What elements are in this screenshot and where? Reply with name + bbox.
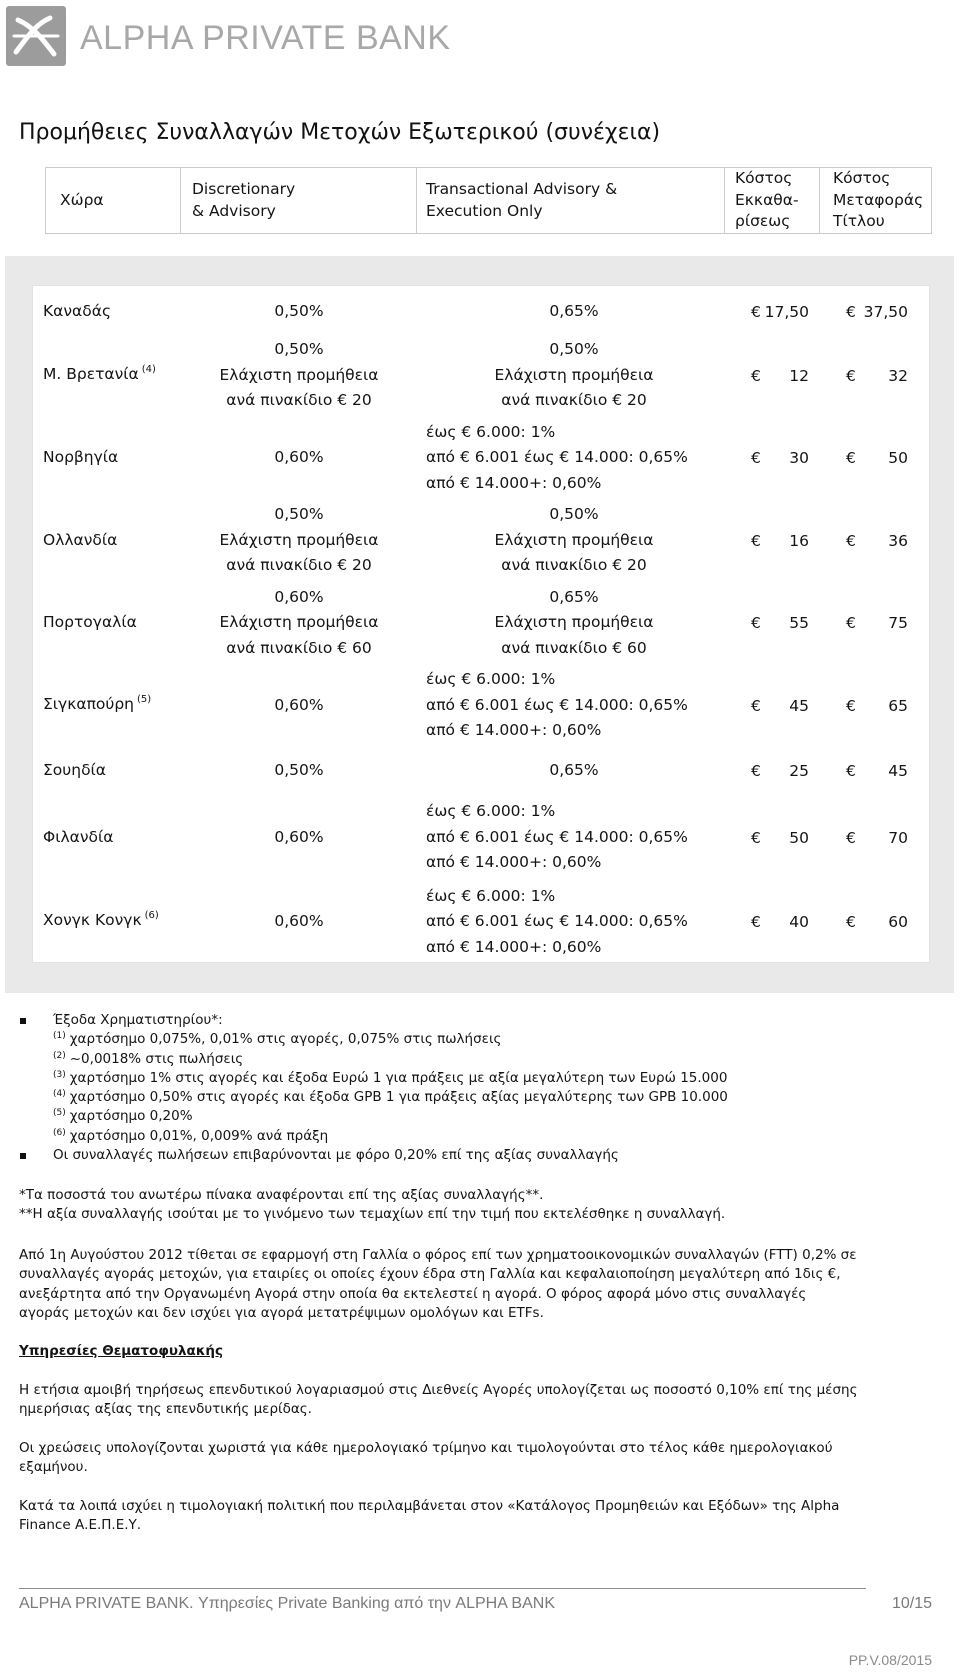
fee-line: 0,60% — [274, 695, 324, 714]
table-row — [33, 334, 931, 417]
paragraph-line: Οι χρεώσεις υπολογίζονται χωριστά για κάθε ημερολογιακό τρίμηνο και τιμολογούνται στο τέλος κάθε ημερολογιακού — [19, 1440, 833, 1456]
footnote-ref: (5) — [53, 1108, 66, 1119]
discretionary-fee-cell — [180, 417, 418, 499]
exchange-fee-note — [0, 1050, 960, 1069]
exchange-fee-text: χαρτόσημο 0,01%, 0,009% ανά πράξη — [69, 1127, 329, 1144]
fee-tier-line: από € 6.001 έως € 14.000: 0,65% — [426, 827, 688, 846]
footnote-ref: (3) — [53, 1069, 66, 1080]
transactional-fee-cell — [416, 289, 732, 334]
transactional-fee-cell — [416, 664, 732, 747]
transfer-cost-cell — [846, 334, 908, 417]
country-name: Ολλανδία — [43, 530, 118, 549]
header-line: Μεταφοράς — [833, 190, 924, 209]
fee-line: ανά πινακίδιο € 20 — [501, 556, 647, 575]
table-row — [33, 795, 931, 880]
footer-divider — [19, 1588, 866, 1589]
currency-symbol: € — [751, 531, 761, 550]
clearing-cost-cell — [751, 417, 809, 499]
currency-symbol: € — [751, 614, 761, 632]
country-name: Χονγκ Κονγκ — [43, 911, 142, 930]
table-row — [33, 664, 931, 747]
clearing-cost-value: 55 — [789, 614, 809, 632]
transfer-cost-value: 60 — [888, 913, 908, 931]
custody-heading: Υπηρεσίες Θεματοφυλακής — [19, 1343, 224, 1359]
country-name: Φιλανδία — [43, 827, 114, 846]
fee-tier-line: από € 14.000+: 0,60% — [426, 473, 602, 492]
country-footnote-ref: (4) — [141, 363, 156, 375]
country-cell — [43, 747, 179, 795]
currency-symbol: € — [846, 449, 856, 467]
sales-tax-note: Οι συναλλαγές πωλήσεων επιβαρύνονται με φόρο 0,20% επί της αξίας συναλλαγής — [53, 1147, 619, 1164]
notes-bullet-item — [0, 1146, 960, 1165]
discretionary-fee-cell — [180, 289, 418, 334]
header-line: Εκκαθα- — [735, 190, 799, 209]
clearing-cost-cell — [751, 499, 809, 582]
fee-line: 0,65% — [549, 587, 599, 606]
fee-line: 0,50% — [274, 340, 324, 359]
fee-line: 0,50% — [549, 505, 599, 524]
fee-line: 0,60% — [274, 827, 324, 846]
country-cell — [43, 880, 179, 964]
currency-symbol: € — [751, 449, 761, 467]
discretionary-fee-cell — [180, 795, 418, 880]
currency-symbol: € — [846, 828, 856, 847]
paragraph-line: αγοράς μετοχών και δεν ισχύει για αγορά μετατρέψιμων ομολόγων και ETFs. — [19, 1304, 544, 1321]
clearing-cost-cell — [751, 582, 809, 664]
fee-line: 0,50% — [274, 301, 324, 320]
country-cell — [43, 289, 179, 334]
clearing-cost-value: 45 — [789, 696, 809, 715]
fee-line: 0,50% — [549, 340, 599, 359]
country-name: Σουηδία — [43, 761, 107, 780]
exchange-fee-text: χαρτόσημο 0,075%, 0,01% στις αγορές, 0,075% στις πωλήσεις — [69, 1031, 502, 1048]
clearing-cost-cell — [751, 747, 809, 795]
fee-line: 0,60% — [274, 448, 324, 467]
table-footnotes — [19, 1186, 725, 1225]
currency-symbol: € — [751, 828, 761, 847]
fee-line: 0,50% — [274, 505, 324, 524]
custody-billing-paragraph — [19, 1439, 833, 1478]
clearing-cost-value: 30 — [789, 449, 809, 467]
clearing-cost-value: 17,50 — [764, 302, 809, 321]
exchange-fee-text: χαρτόσημο 1% στις αγορές και έξοδα Ευρώ 1 για πράξεις με αξία μεγαλύτερη των Ευρώ 15.000 — [69, 1069, 728, 1086]
header-line: Execution Only — [426, 201, 543, 220]
fee-line: 0,50% — [274, 761, 324, 780]
fee-line: Ελάχιστη προμήθεια — [219, 365, 379, 384]
transfer-cost-cell — [846, 664, 908, 747]
exchange-fee-text: ~0,0018% στις πωλήσεις — [69, 1050, 244, 1067]
header-line: Transactional Advisory & — [426, 180, 618, 198]
header-line: Χώρα — [60, 190, 104, 209]
currency-symbol: € — [751, 366, 761, 385]
header-line: ρίσεως — [735, 212, 791, 231]
currency-symbol: € — [751, 762, 761, 780]
fee-line: Ελάχιστη προμήθεια — [494, 613, 654, 632]
fee-line: Ελάχιστη προμήθεια — [219, 613, 379, 632]
clearing-cost-value: 16 — [789, 531, 809, 550]
column-header-country — [46, 168, 180, 233]
paragraph-line: Finance Α.Ε.Π.Ε.Υ. — [19, 1517, 142, 1534]
clearing-cost-value: 12 — [789, 366, 809, 385]
header-line: Κόστος — [735, 169, 793, 188]
fee-tier-line: έως € 6.000: 1% — [426, 802, 556, 821]
paragraph-line: ημερήσιας αξίας της επενδυτικής μερίδας. — [19, 1401, 312, 1418]
transfer-cost-value: 37,50 — [863, 302, 908, 321]
transfer-cost-value: 50 — [888, 449, 908, 467]
exchange-fee-note — [0, 1069, 960, 1088]
clearing-cost-cell — [751, 664, 809, 747]
fee-tier-line: από € 6.001 έως € 14.000: 0,65% — [426, 448, 688, 467]
footer-text: ALPHA PRIVATE BANK. Υπηρεσίες Private Banking από την ALPHA BANK — [19, 1595, 555, 1612]
paragraph-line: Κατά τα λοιπά ισχύει η τιμολογιακή πολιτική που περιλαμβάνεται στον «Κατάλογος Προμηθειών και Εξόδων» της Alpha — [19, 1498, 840, 1514]
footnote-ref: (4) — [53, 1089, 66, 1100]
discretionary-fee-cell — [180, 664, 418, 747]
discretionary-fee-cell — [180, 747, 418, 795]
exchange-fee-note — [0, 1127, 960, 1146]
fee-line: ανά πινακίδιο € 60 — [226, 638, 372, 657]
country-name: Πορτογαλία — [43, 613, 137, 632]
table-row — [33, 417, 931, 499]
column-header-clearing-cost — [724, 168, 819, 233]
country-cell — [43, 582, 179, 664]
fee-tier-line: από € 6.001 έως € 14.000: 0,65% — [426, 695, 688, 714]
fee-tier-line: έως € 6.000: 1% — [426, 670, 556, 689]
transfer-cost-value: 32 — [888, 366, 908, 385]
exchange-fee-note — [0, 1030, 960, 1049]
paragraph-line: Από 1η Αυγούστου 2012 τίθεται σε εφαρμογή στη Γαλλία ο φόρος επί των χρηματοοικονομικών συναλλαγών (FTT) 0,2% σε — [19, 1247, 857, 1263]
header-line: & Advisory — [192, 201, 276, 220]
fee-tier-line: έως € 6.000: 1% — [426, 886, 556, 905]
transfer-cost-cell — [846, 880, 908, 964]
country-name: Σιγκαπούρη — [43, 694, 135, 713]
clearing-cost-cell — [751, 334, 809, 417]
fee-tier-line: από € 14.000+: 0,60% — [426, 937, 602, 956]
column-header-discretionary — [180, 168, 416, 233]
exchange-fee-note — [0, 1088, 960, 1107]
fee-line: ανά πινακίδιο € 20 — [501, 391, 647, 410]
country-cell — [43, 334, 179, 417]
currency-symbol: € — [846, 913, 856, 931]
table-row — [33, 499, 931, 582]
transfer-cost-cell — [846, 499, 908, 582]
currency-symbol: € — [751, 913, 761, 931]
paragraph-line: εξαμήνου. — [19, 1459, 88, 1476]
table-row — [33, 747, 931, 795]
fee-tier-line: από € 14.000+: 0,60% — [426, 721, 602, 740]
transactional-fee-cell — [416, 417, 732, 499]
clearing-cost-cell — [751, 795, 809, 880]
country-cell — [43, 417, 179, 499]
transactional-fee-cell — [416, 795, 732, 880]
country-cell — [43, 795, 179, 880]
fee-line: ανά πινακίδιο € 60 — [501, 638, 647, 657]
transfer-cost-cell — [846, 747, 908, 795]
fee-table-header — [45, 167, 932, 234]
footnote-ref: (2) — [53, 1050, 66, 1061]
footnote-transaction-value: **Η αξία συναλλαγής ισούται με το γινόμενο των τεμαχίων επί την τιμή που εκτελέσθηκε η συναλλαγή. — [19, 1206, 726, 1223]
discretionary-fee-cell — [180, 334, 418, 417]
column-header-transfer-cost — [819, 168, 931, 233]
custody-policy-paragraph — [19, 1497, 839, 1536]
alpha-bank-logo-icon — [6, 6, 66, 66]
transfer-cost-value: 36 — [888, 531, 908, 550]
currency-symbol: € — [846, 302, 856, 321]
transfer-cost-value: 65 — [888, 696, 908, 715]
square-bullet-icon — [20, 1153, 26, 1159]
discretionary-fee-cell — [180, 499, 418, 582]
fee-line: 0,65% — [549, 301, 599, 320]
table-row — [33, 582, 931, 664]
fee-line: 0,65% — [549, 761, 599, 780]
fee-tier-line: έως € 6.000: 1% — [426, 422, 556, 441]
fee-table-body — [32, 285, 930, 963]
transfer-cost-cell — [846, 582, 908, 664]
paragraph-line: Η ετήσια αμοιβή τηρήσεως επενδυτικού λογαριασμού στις Διεθνείς Αγορές υπολογίζεται ως ποσοστό 0,10% επί της μέσης — [19, 1382, 858, 1398]
custody-fee-paragraph — [19, 1381, 858, 1420]
country-name: Νορβηγία — [43, 448, 119, 467]
transfer-cost-value: 75 — [888, 614, 908, 632]
page-number: 10/15 — [891, 1595, 932, 1612]
header-line: Κόστος — [833, 169, 891, 188]
currency-symbol: € — [846, 614, 856, 632]
header-line: Τίτλου — [833, 212, 885, 231]
header-line: Discretionary — [192, 180, 296, 198]
clearing-cost-value: 25 — [789, 762, 809, 780]
fee-line: Ελάχιστη προμήθεια — [494, 365, 654, 384]
country-footnote-ref: (5) — [137, 693, 152, 705]
clearing-cost-cell — [751, 880, 809, 964]
clearing-cost-value: 40 — [789, 913, 809, 931]
exchange-fees-notes — [0, 1011, 960, 1165]
exchange-fees-label: Έξοδα Χρηματιστηρίου*: — [53, 1012, 223, 1028]
paragraph-line: συναλλαγές αγοράς μετοχών, για εταιρίες οι οποίες έχουν έδρα στη Γαλλία και κεφαλαιοποίηση μεγαλύτερη από 1δις €, — [19, 1266, 841, 1283]
column-header-transactional — [416, 168, 724, 233]
fee-line: Ελάχιστη προμήθεια — [219, 530, 379, 549]
country-name: Μ. Βρετανία — [43, 364, 139, 383]
document-code: PP.V.08/2015 — [848, 1652, 932, 1668]
currency-symbol: € — [846, 531, 856, 550]
exchange-fee-note — [0, 1107, 960, 1126]
fee-tier-line: από € 14.000+: 0,60% — [426, 853, 602, 872]
page-title: Προμήθειες Συναλλαγών Μετοχών Εξωτερικού (συνέχεια) — [19, 120, 661, 145]
exchange-fee-text: χαρτόσημο 0,50% στις αγορές και έξοδα GPB 1 για πράξεις αξίας μεγαλύτερης των GPB 10.000 — [69, 1089, 728, 1106]
currency-symbol: € — [751, 696, 761, 715]
transactional-fee-cell — [416, 499, 732, 582]
table-row — [33, 880, 931, 964]
transfer-cost-value: 70 — [888, 828, 908, 847]
country-footnote-ref: (6) — [144, 910, 159, 922]
footnote-ref: (6) — [53, 1127, 66, 1138]
transfer-cost-cell — [846, 795, 908, 880]
transfer-cost-value: 45 — [888, 762, 908, 780]
currency-symbol: € — [846, 762, 856, 780]
fee-tier-line: από € 6.001 έως € 14.000: 0,65% — [426, 912, 688, 931]
brand-name: ALPHA PRIVATE BANK — [80, 19, 451, 57]
table-row — [33, 289, 931, 334]
country-cell — [43, 499, 179, 582]
transfer-cost-cell — [846, 417, 908, 499]
notes-bullet-item — [0, 1011, 960, 1030]
footnote-ref: (1) — [53, 1031, 66, 1042]
fee-line: ανά πινακίδιο € 20 — [226, 556, 372, 575]
clearing-cost-value: 50 — [789, 828, 809, 847]
country-cell — [43, 664, 179, 747]
transactional-fee-cell — [416, 334, 732, 417]
currency-symbol: € — [751, 302, 761, 321]
transactional-fee-cell — [416, 880, 732, 964]
transactional-fee-cell — [416, 582, 732, 664]
currency-symbol: € — [846, 366, 856, 385]
transfer-cost-cell — [846, 289, 908, 334]
paragraph-line: ανεξάρτητα από την Οργανωμένη Αγορά στην οποία θα εκτελεστεί η αγορά. Ο φόρος αφορά μόνο στις συναλλαγές — [19, 1285, 807, 1302]
exchange-fee-text: χαρτόσημο 0,20% — [69, 1108, 193, 1125]
square-bullet-icon — [20, 1018, 26, 1024]
fee-line: 0,60% — [274, 587, 324, 606]
fee-line: Ελάχιστη προμήθεια — [494, 530, 654, 549]
clearing-cost-cell — [751, 289, 809, 334]
discretionary-fee-cell — [180, 582, 418, 664]
country-name: Καναδάς — [43, 301, 112, 320]
fee-line: ανά πινακίδιο € 20 — [226, 391, 372, 410]
transactional-fee-cell — [416, 747, 732, 795]
ftt-paragraph — [19, 1246, 857, 1323]
footnote-percentages: *Τα ποσοστά του ανωτέρω πίνακα αναφέρονται επί της αξίας συναλλαγής**. — [19, 1187, 544, 1203]
currency-symbol: € — [846, 696, 856, 715]
fee-line: 0,60% — [274, 912, 324, 931]
discretionary-fee-cell — [180, 880, 418, 964]
